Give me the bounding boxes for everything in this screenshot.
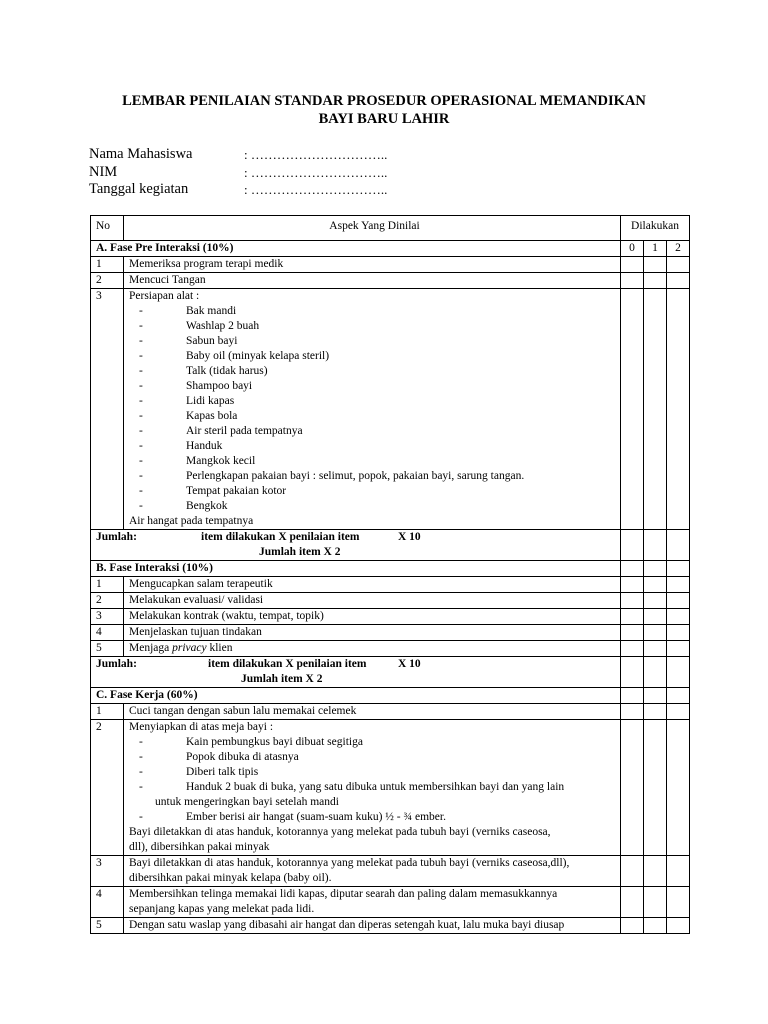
score-cell [621, 688, 644, 704]
row-no: 2 [91, 273, 124, 289]
dash: - [139, 425, 143, 437]
header-no: No [91, 216, 124, 241]
list-item [129, 379, 620, 394]
score-cell[interactable] [667, 273, 690, 289]
dash: - [139, 736, 143, 748]
table-row [91, 704, 690, 720]
score-cell[interactable] [621, 577, 644, 593]
table-row [91, 625, 690, 641]
table-row [91, 273, 690, 289]
dash: - [139, 766, 143, 778]
score-cell[interactable] [667, 577, 690, 593]
score-1-header: 1 [644, 241, 667, 257]
list-item [129, 750, 620, 765]
score-cell[interactable] [644, 918, 667, 934]
list-item [129, 394, 620, 409]
section-row [91, 241, 690, 257]
dash: - [139, 335, 143, 347]
score-cell[interactable] [621, 530, 644, 561]
score-cell [667, 688, 690, 704]
row-aspek-heading: Persiapan alat : [129, 290, 200, 302]
table-row [91, 257, 690, 273]
score-cell[interactable] [644, 625, 667, 641]
list-item-text: Mangkok kecil [186, 455, 256, 467]
list-item-text: Kain pembungkus bayi dibuat segitiga [186, 736, 363, 748]
dash: - [139, 380, 143, 392]
dash: - [139, 365, 143, 377]
dash: - [139, 320, 143, 332]
score-cell[interactable] [667, 720, 690, 856]
list-item-text: Handuk 2 buak di buka, yang satu dibuka untuk membersihkan bayi dan yang lain [186, 781, 565, 793]
dash: - [139, 350, 143, 362]
student-info [89, 146, 387, 199]
table-row [91, 856, 690, 887]
title-line-2: BAYI BARU LAHIR [318, 111, 450, 127]
row-aspek-tail: Air hangat pada tempatnya [129, 515, 254, 527]
row-aspek-tail: Bayi diletakkan di atas handuk, kotorannya yang melekat pada tubuh bayi (verniks caseosa, [129, 826, 551, 838]
dash: - [139, 470, 143, 482]
score-cell [621, 561, 644, 577]
info-row-date [89, 181, 387, 199]
row-aspek-line: sepanjang kapas yang melekat pada lidi. [129, 903, 315, 915]
list-item [129, 484, 620, 499]
document-title [60, 92, 708, 128]
list-item-text: Popok dibuka di atasnya [186, 751, 299, 763]
dash: - [139, 485, 143, 497]
score-cell[interactable] [621, 289, 644, 530]
dash: - [139, 410, 143, 422]
info-label: NIM [89, 163, 118, 180]
score-2-header: 2 [667, 241, 690, 257]
score-cell[interactable] [667, 593, 690, 609]
score-cell[interactable] [667, 625, 690, 641]
table-row [91, 641, 690, 657]
italic-text: privacy [172, 642, 207, 654]
row-aspek: Mencuci Tangan [124, 273, 621, 289]
jumlah-formula: item dilakukan X penilaian item [208, 658, 367, 670]
score-cell[interactable] [667, 887, 690, 918]
score-0-header: 0 [621, 241, 644, 257]
score-cell[interactable] [621, 273, 644, 289]
score-cell[interactable] [667, 641, 690, 657]
list-item [129, 735, 620, 750]
list-item [129, 469, 620, 484]
list-item [129, 304, 620, 319]
score-cell[interactable] [621, 641, 644, 657]
table-header-row [91, 216, 690, 241]
row-no: 1 [91, 704, 124, 720]
list-item [129, 409, 620, 424]
score-cell[interactable] [621, 625, 644, 641]
jumlah-denominator: Jumlah item X 2 [259, 546, 341, 558]
score-cell [644, 688, 667, 704]
list-item [129, 319, 620, 334]
jumlah-x10: X 10 [398, 658, 421, 670]
score-cell[interactable] [621, 609, 644, 625]
row-aspek: Melakukan kontrak (waktu, tempat, topik) [124, 609, 621, 625]
list-item-text: Perlengkapan pakaian bayi : selimut, popok, pakaian bayi, sarung tangan. [186, 470, 525, 482]
dash: - [139, 455, 143, 467]
title-line-1: LEMBAR PENILAIAN STANDAR PROSEDUR OPERASIONAL MEMANDIKAN [122, 93, 646, 109]
section-a-title: A. Fase Pre Interaksi (10%) [91, 241, 621, 257]
dash: - [139, 440, 143, 452]
list-item-text: Ember berisi air hangat (suam-suam kuku) ½ - ¾ ember. [186, 811, 446, 823]
row-aspek-line: dibersihkan pakai minyak kelapa (baby oil). [129, 872, 332, 884]
list-item-text: Washlap 2 buah [186, 320, 260, 332]
score-cell[interactable] [621, 918, 644, 934]
row-no: 1 [91, 257, 124, 273]
row-no: 2 [91, 593, 124, 609]
row-aspek-line: Membersihkan telinga memakai lidi kapas, diputar searah dan paling dalam memasukkannya [129, 888, 558, 900]
row-no: 4 [91, 887, 124, 918]
row-aspek-tail: dll), dibersihkan pakai minyak [129, 841, 270, 853]
row-aspek: Dengan satu waslap yang dibasahi air hangat dan diperas setengah kuat, lalu muka bayi diusap [124, 918, 621, 934]
score-cell[interactable] [644, 273, 667, 289]
row-aspek: Melakukan evaluasi/ validasi [124, 593, 621, 609]
row-aspek: Memeriksa program terapi medik [124, 257, 621, 273]
list-item-text: Talk (tidak harus) [186, 365, 268, 377]
list-item [129, 424, 620, 439]
jumlah-label: Jumlah: [96, 658, 137, 670]
list-item-text: Kapas bola [186, 410, 238, 422]
score-cell[interactable] [644, 577, 667, 593]
section-c-title: C. Fase Kerja (60%) [91, 688, 621, 704]
list-item-text: Shampoo bayi [186, 380, 253, 392]
score-cell[interactable] [621, 720, 644, 856]
header-aspek: Aspek Yang Dinilai [124, 216, 621, 241]
row-aspek [124, 887, 621, 918]
info-value: : ………………………….. [244, 182, 388, 197]
section-row [91, 561, 690, 577]
row-no: 4 [91, 625, 124, 641]
header-dilakukan: Dilakukan [621, 216, 690, 241]
score-cell[interactable] [621, 257, 644, 273]
row-aspek: Menjelaskan tujuan tindakan [124, 625, 621, 641]
row-aspek: Cuci tangan dengan sabun lalu memakai celemek [124, 704, 621, 720]
score-cell[interactable] [644, 257, 667, 273]
list-item-text: Baby oil (minyak kelapa steril) [186, 350, 330, 362]
info-row-name [89, 146, 387, 164]
row-no: 3 [91, 289, 124, 530]
info-value: : ………………………….. [244, 164, 388, 180]
list-item-text: Bak mandi [186, 305, 237, 317]
score-cell[interactable] [621, 657, 644, 688]
list-item-text: Sabun bayi [186, 335, 238, 347]
row-aspek [124, 289, 621, 530]
list-item [129, 334, 620, 349]
row-no: 1 [91, 577, 124, 593]
score-cell[interactable] [644, 289, 667, 530]
table-row [91, 289, 690, 530]
jumlah-x10: X 10 [398, 531, 421, 543]
list-item-continuation: untuk mengeringkan bayi setelah mandi [155, 796, 339, 808]
section-b-title: B. Fase Interaksi (10%) [91, 561, 621, 577]
row-no: 3 [91, 609, 124, 625]
row-no: 5 [91, 918, 124, 934]
score-cell[interactable] [644, 641, 667, 657]
score-cell[interactable] [621, 887, 644, 918]
list-item-text: Bengkok [186, 500, 228, 512]
score-cell[interactable] [667, 257, 690, 273]
jumlah-label: Jumlah: [96, 531, 137, 543]
score-cell[interactable] [644, 530, 667, 561]
jumlah-row [91, 657, 690, 688]
score-cell[interactable] [644, 856, 667, 887]
list-item [129, 499, 620, 514]
list-item-text: Lidi kapas [186, 395, 235, 407]
info-value: : ………………………….. [244, 147, 388, 162]
list-item [129, 780, 620, 795]
dash: - [139, 781, 143, 793]
score-cell[interactable] [667, 918, 690, 934]
score-cell [644, 561, 667, 577]
score-cell[interactable] [621, 704, 644, 720]
table-row [91, 593, 690, 609]
score-cell[interactable] [667, 289, 690, 530]
jumlah-row [91, 530, 690, 561]
row-aspek [124, 641, 621, 657]
table-row [91, 609, 690, 625]
score-cell[interactable] [621, 856, 644, 887]
table-row [91, 918, 690, 934]
info-label: Tanggal kegiatan [89, 181, 189, 197]
text: Menjaga [129, 642, 173, 654]
info-label: Nama Mahasiswa [89, 146, 193, 162]
row-no: 2 [91, 720, 124, 856]
dash: - [139, 395, 143, 407]
row-aspek [124, 720, 621, 856]
list-item-text: Diberi talk tipis [186, 766, 259, 778]
table-row [91, 720, 690, 856]
dash: - [139, 305, 143, 317]
score-cell[interactable] [667, 657, 690, 688]
row-aspek-line: Bayi diletakkan di atas handuk, kotorannya yang melekat pada tubuh bayi (verniks caseosa,dll), [129, 857, 570, 869]
score-cell[interactable] [644, 609, 667, 625]
table-row [91, 577, 690, 593]
score-cell[interactable] [667, 704, 690, 720]
list-item [129, 454, 620, 469]
score-cell[interactable] [644, 593, 667, 609]
assessment-table [90, 215, 690, 934]
score-cell[interactable] [667, 530, 690, 561]
row-aspek: Mengucapkan salam terapeutik [124, 577, 621, 593]
list-item [129, 364, 620, 379]
dash: - [139, 500, 143, 512]
dash: - [139, 751, 143, 763]
score-cell [667, 561, 690, 577]
row-no: 5 [91, 641, 124, 657]
text: klien [206, 642, 233, 654]
jumlah-cell [91, 657, 621, 688]
info-row-nim [89, 164, 387, 182]
row-no: 3 [91, 856, 124, 887]
list-item [129, 349, 620, 364]
list-item-text: Handuk [186, 440, 223, 452]
list-item-text: Tempat pakaian kotor [186, 485, 287, 497]
score-cell[interactable] [644, 720, 667, 856]
list-item [129, 810, 620, 825]
score-cell[interactable] [667, 856, 690, 887]
score-cell[interactable] [621, 593, 644, 609]
jumlah-denominator: Jumlah item X 2 [241, 673, 323, 685]
score-cell[interactable] [644, 657, 667, 688]
row-aspek [124, 856, 621, 887]
list-item [129, 439, 620, 454]
table-row [91, 887, 690, 918]
equipment-list [129, 304, 620, 514]
score-cell[interactable] [644, 887, 667, 918]
jumlah-formula: item dilakukan X penilaian item [201, 531, 360, 543]
dash: - [139, 811, 143, 823]
list-item-text: Air steril pada tempatnya [186, 425, 303, 437]
jumlah-cell [91, 530, 621, 561]
row-aspek-heading: Menyiapkan di atas meja bayi : [129, 721, 274, 733]
score-cell[interactable] [667, 609, 690, 625]
list-item [129, 765, 620, 780]
section-row [91, 688, 690, 704]
score-cell[interactable] [644, 704, 667, 720]
